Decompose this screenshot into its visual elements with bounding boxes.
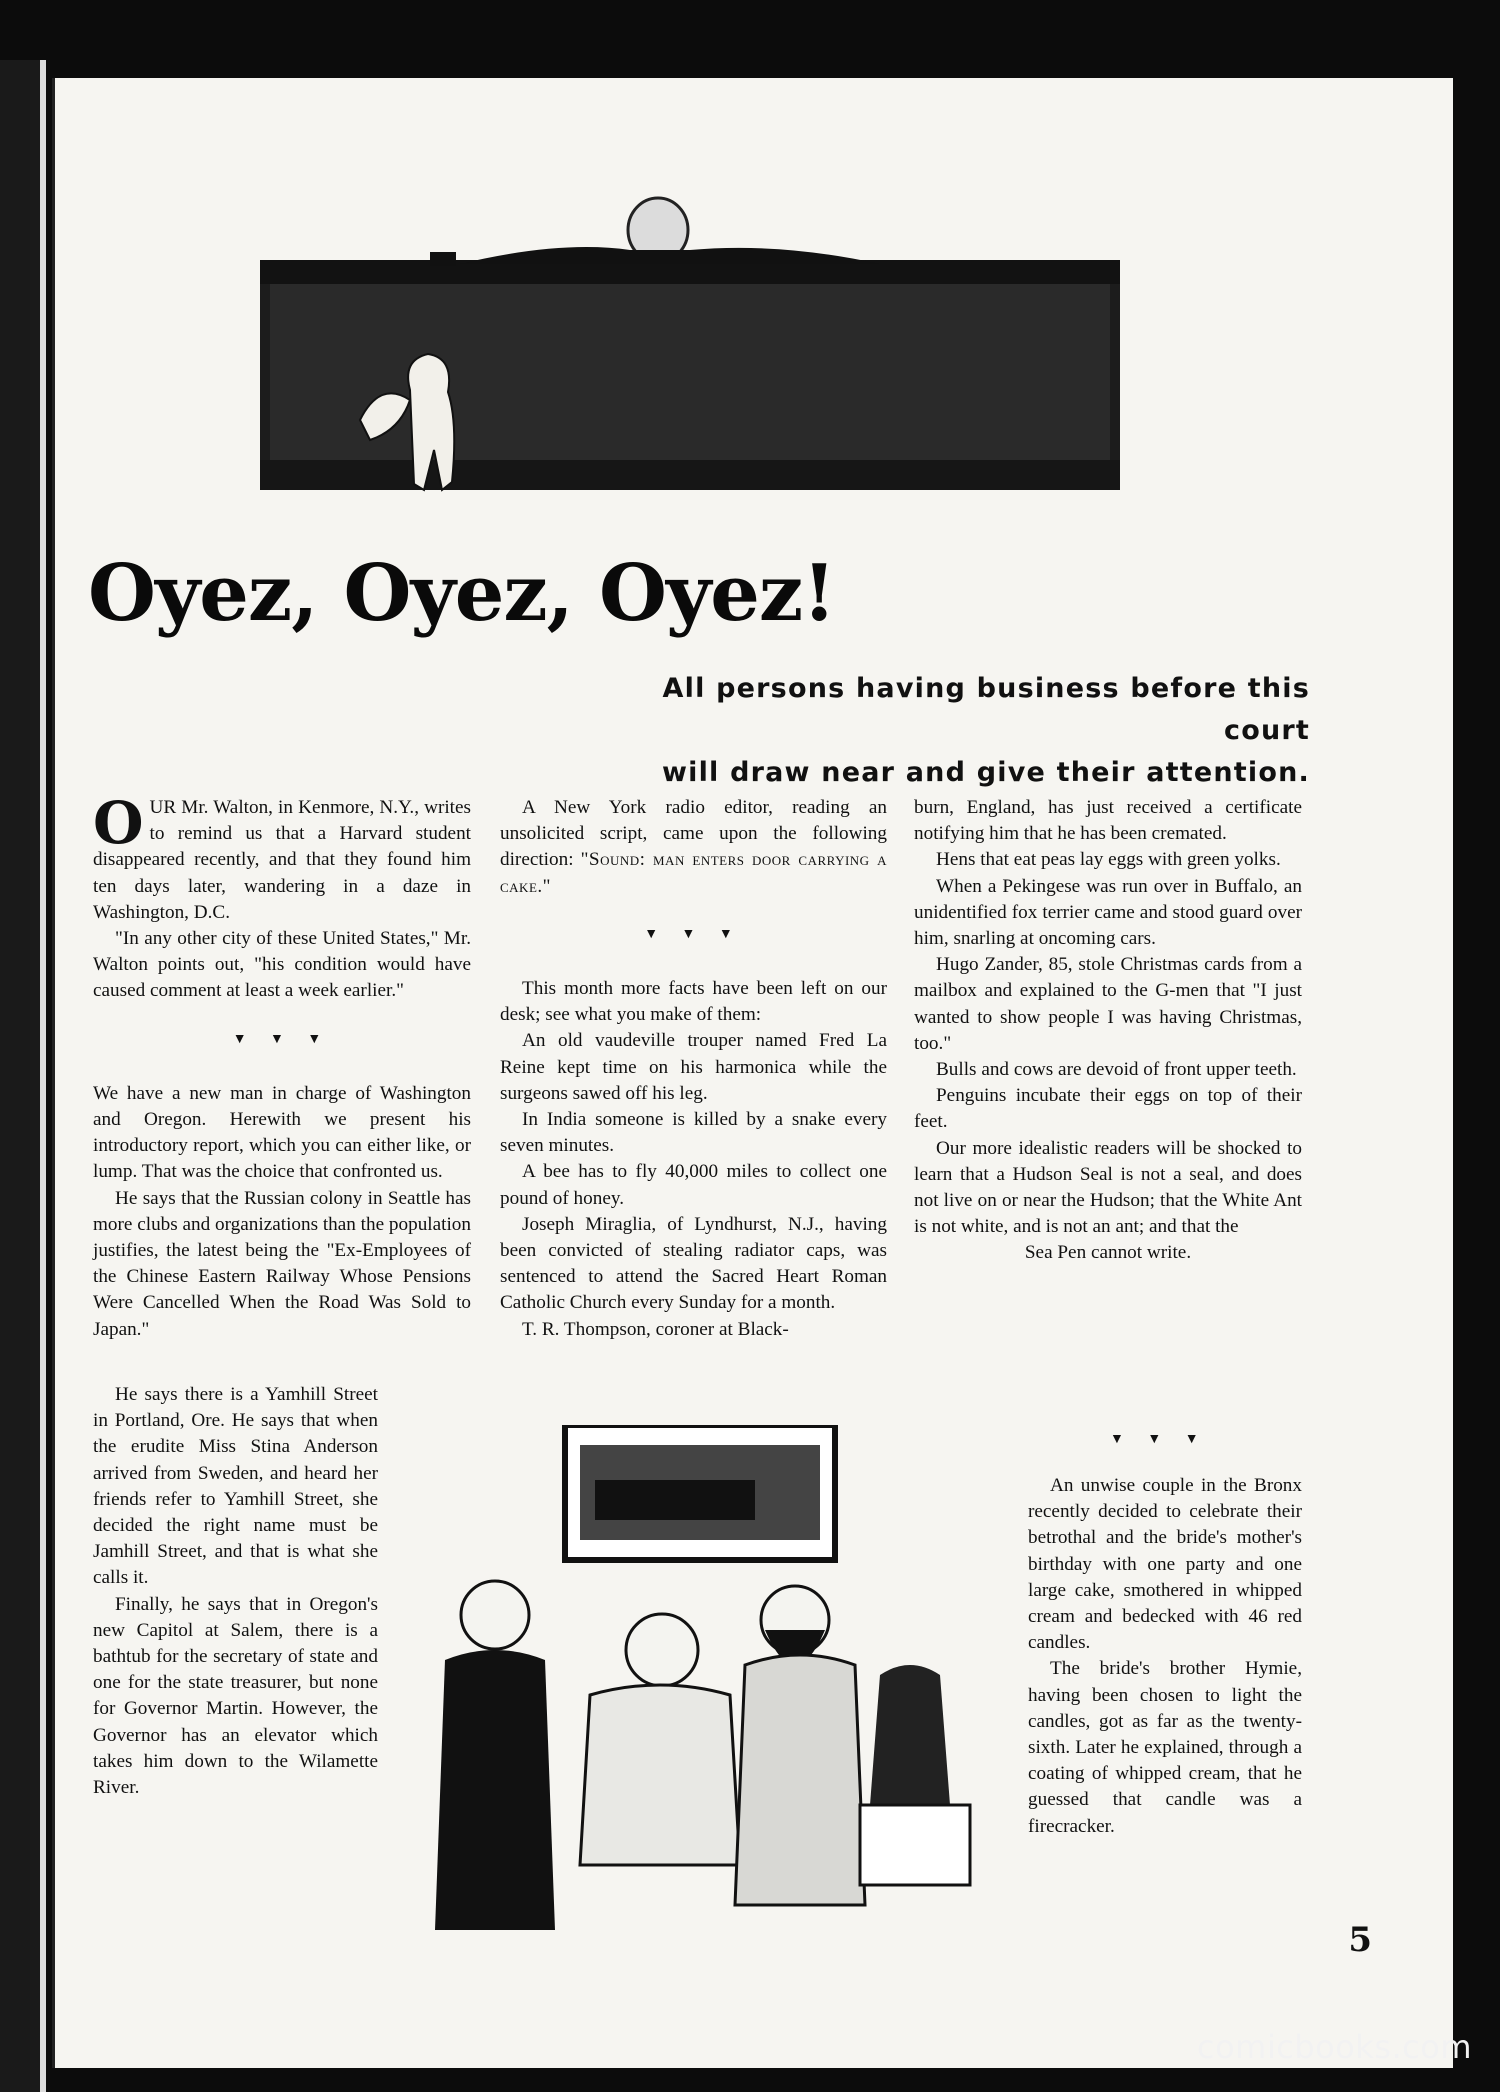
paragraph: Penguins incubate their eggs on top of their feet. bbox=[914, 1085, 1302, 1133]
man-middle-body bbox=[580, 1685, 740, 1865]
section-separator: ▼ ▼ ▼ bbox=[1110, 1432, 1209, 1447]
man-right-body bbox=[735, 1655, 865, 1905]
bench-base bbox=[260, 460, 1120, 490]
section-separator: ▼ ▼ ▼ bbox=[232, 1031, 332, 1047]
drop-cap: O bbox=[93, 789, 144, 857]
subheadline-line-2: will draw near and give their attention. bbox=[661, 757, 1310, 788]
paragraph: An old vaudeville trouper named Fred La Reine kept time on his harmonica while the surgeons sawed off his leg. bbox=[500, 1030, 887, 1104]
paragraph: Joseph Miraglia, of Lyndhurst, N.J., having been convicted of stealing radiator caps, was sentenced to attend the Sacred Heart Roman Catholic Church every Sunday for a month. bbox=[500, 1213, 887, 1314]
judge-bench-illustration bbox=[260, 190, 1120, 550]
paragraph: Hens that eat peas lay eggs with green yolks. bbox=[936, 849, 1281, 871]
watermark: comicbooks.com bbox=[1196, 2028, 1472, 2066]
paragraph: This month more facts have been left on our desk; see what you make of them: bbox=[500, 978, 887, 1026]
paragraph: He says there is a Yamhill Street in Portland, Ore. He says that when the erudite Miss Stina Anderson arrived from Sweden, and heard her friends refer to Yamhill Street, she decided the right name must be Jamhill Street, and that is what she calls it. bbox=[93, 1384, 378, 1589]
man-middle-head bbox=[626, 1614, 698, 1686]
man-left-head bbox=[461, 1581, 529, 1649]
paragraph: OUR Mr. Walton, in Kenmore, N.Y., writes to remind us that a Harvard student disappeared recently, and that they found him ten days later, wandering in a daze in Washington, D.C. bbox=[93, 789, 471, 923]
paragraph: Finally, he says that in Oregon's new Capitol at Salem, there is a bathtub for the secretary of state and one for the state treasurer, but none for Governor Martin. However, the Governor has an elevator which takes him down to the Wilamette River. bbox=[93, 1593, 378, 1799]
bench-front bbox=[270, 278, 1110, 468]
paragraph: A bee has to fly 40,000 miles to collect one pound of honey. bbox=[500, 1161, 887, 1209]
paragraph: The bride's brother Hymie, having been chosen to light the candles, got as far as the twenty-sixth. Later he explained, through a coating of whipped cream, that he guessed that candle was a firecracker. bbox=[1028, 1658, 1302, 1837]
paragraph: In India someone is killed by a snake every seven minutes. bbox=[500, 1109, 887, 1157]
subheadline bbox=[610, 668, 1310, 794]
column-1 bbox=[93, 789, 471, 1343]
paragraph-end: Sea Pen cannot write. bbox=[1024, 1242, 1192, 1264]
paragraph: T. R. Thompson, coroner at Black- bbox=[522, 1318, 789, 1340]
column-1-continued bbox=[93, 1382, 378, 1801]
paragraph: "In any other city of these United States," Mr. Walton points out, "his condition would have caused comment at least a week earlier." bbox=[93, 928, 471, 1002]
column-2 bbox=[500, 795, 887, 1343]
paragraph: Bulls and cows are devoid of front upper teeth. bbox=[936, 1059, 1297, 1081]
paragraph: Hugo Zander, 85, stole Christmas cards from a mailbox and explained to the G-men that "I just wanted to show people I was having Christmas, too." bbox=[914, 954, 1302, 1054]
paragraph: Our more idealistic readers will be shocked to learn that a Hudson Seal is not a seal, and does not live on or near the Hudson; that the White Ant is not white, and is not an ant; and that the bbox=[914, 1137, 1302, 1238]
russian-men-illustration bbox=[400, 1425, 990, 1965]
binding-edge bbox=[0, 60, 46, 2092]
paragraph: When a Pekingese was run over in Buffalo, an unidentified fox terrier came and stood guard over him, snarling at oncoming cars. bbox=[914, 875, 1302, 950]
page-number: 5 bbox=[1348, 1920, 1372, 1960]
column-3 bbox=[914, 795, 1302, 1267]
gavel bbox=[430, 252, 456, 266]
paragraph: An unwise couple in the Bronx recently decided to celebrate their betrothal and the bride's mother's birthday with one party and one large cake, smothered in whipped cream and bedecked with 46 red candles. bbox=[1028, 1475, 1302, 1654]
paragraph: burn, England, has just received a certificate notifying him that he has been cremated. bbox=[914, 797, 1302, 845]
samovar bbox=[870, 1665, 950, 1805]
section-separator: ▼ ▼ ▼ bbox=[644, 926, 743, 942]
page-title: Oyez, Oyez, Oyez! bbox=[88, 548, 836, 639]
man-left-coat bbox=[435, 1650, 555, 1930]
column-3-continued bbox=[1028, 1473, 1302, 1840]
subheadline-line-1: All persons having business before this court bbox=[662, 673, 1310, 746]
paragraph: He says that the Russian colony in Seattle has more clubs and organizations than the population justifies, the latest being the "Ex-Employees of the Chinese Eastern Railway Whose Pensions Were Cancelled When the Road Was Sold to Japan." bbox=[93, 1187, 471, 1340]
samovar-table bbox=[860, 1805, 970, 1885]
paragraph: We have a new man in charge of Washington and Oregon. Herewith we present his introductory report, which you can either like, or lump. That was the choice that confronted us. bbox=[93, 1082, 471, 1183]
train bbox=[595, 1480, 755, 1520]
paragraph: A New York radio editor, reading an unsolicited script, came upon the following direction: "Sound: man enters door carrying a cake." bbox=[500, 797, 887, 897]
